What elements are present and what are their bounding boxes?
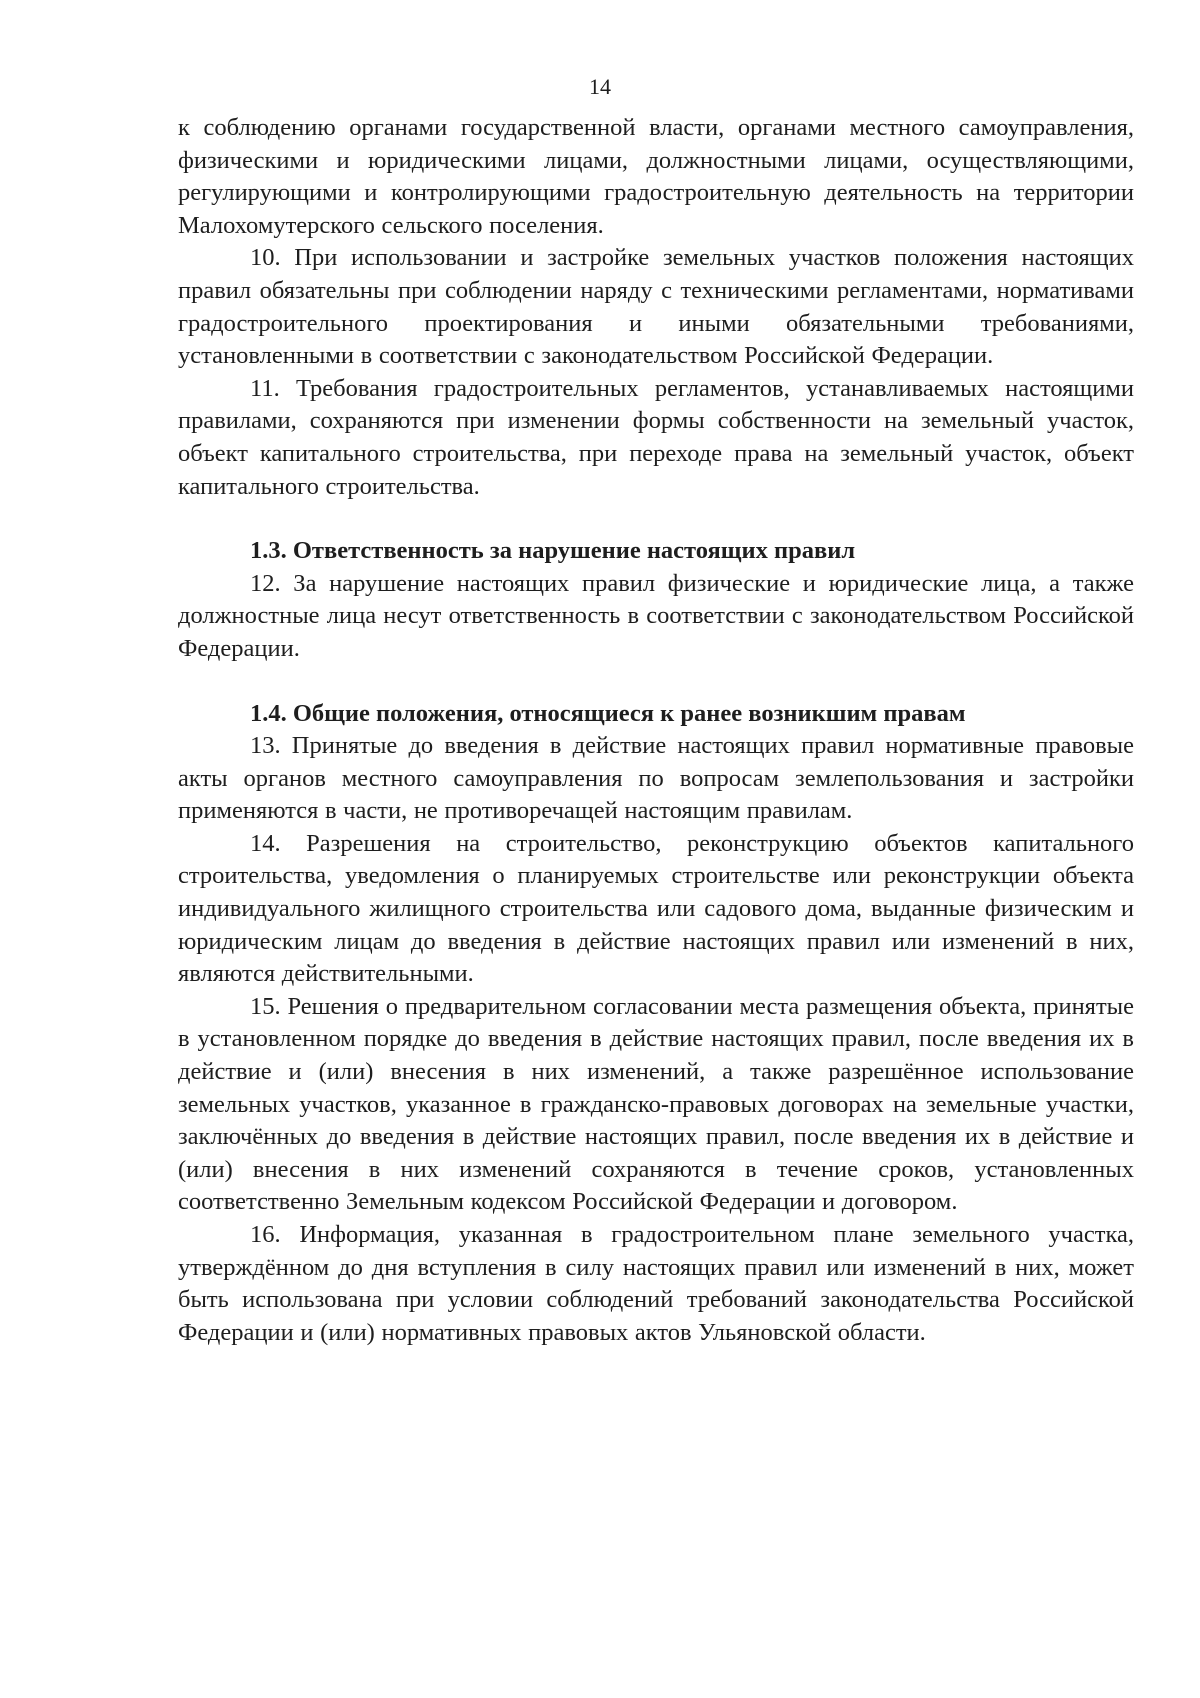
document-body: [178, 112, 1134, 1349]
paragraph-15: 15. Решения о предварительном согласовании места размещения объекта, принятые в установленном порядке до введения в действие настоящих правил, после введения их в действие и (или) внесения в них изменений, а также разрешённое использование земельных участков, указанное в гражданско-правовых договорах на земельные участки, заключённых до введения в действие настоящих правил, после введения их в действие и (или) внесения в них изменений сохраняются в течение сроков, установленных соответственно Земельным кодексом Российской Федерации и договором.: [178, 992, 1134, 1216]
paragraph-10: 10. При использовании и застройке земельных участков положения настоящих правил обязательны при соблюдении наряду с техническими регламентами, нормативами градостроительного проектирования и иными обязательными требованиями, установленными в соответствии с законодательством Российской Федерации.: [178, 244, 1134, 370]
paragraph-11: 11. Требования градостроительных регламентов, устанавливаемых настоящими правилами, сохраняются при изменении формы собственности на земельный участок, объект капитального строительства, при переходе права на земельный участок, объект капитального строительства.: [178, 374, 1134, 500]
paragraph-14: 14. Разрешения на строительство, реконструкцию объектов капитального строительства, уведомления о планируемых строительстве или реконструкции объекта индивидуального жилищного строительства или садового дома, выданные физическим и юридическим лицам до введения в действие настоящих правил или изменений в них, являются действительными.: [178, 829, 1134, 988]
paragraph-continuation: к соблюдению органами государственной власти, органами местного самоуправления, физическими и юридическими лицами, должностными лицами, осуществляющими, регулирующими и контролирующими градостроительную деятельность на территории Малохомутерского сельского поселения.: [178, 114, 1134, 239]
paragraph-16: 16. Информация, указанная в градостроительном плане земельного участка, утверждённом до дня вступления в силу настоящих правил или изменений в них, может быть использована при условии соблюдений требований законодательства Российской Федерации и (или) нормативных правовых актов Ульяновской области.: [178, 1221, 1134, 1346]
page-number: 14: [589, 74, 611, 99]
paragraph-13: 13. Принятые до введения в действие настоящих правил нормативные правовые акты органов местного самоуправления по вопросам землепользования и застройки применяются в части, не противоречащей настоящим правилам.: [178, 732, 1134, 825]
section-heading-1-4: 1.4. Общие положения, относящиеся к ранее возникшим правам: [250, 699, 966, 727]
section-heading-1-3: 1.3. Ответственность за нарушение настоящих правил: [250, 537, 856, 565]
paragraph-12: 12. За нарушение настоящих правил физические и юридические лица, а также должностные лица несут ответственность в соответствии с законодательством Российской Федерации.: [178, 569, 1134, 662]
